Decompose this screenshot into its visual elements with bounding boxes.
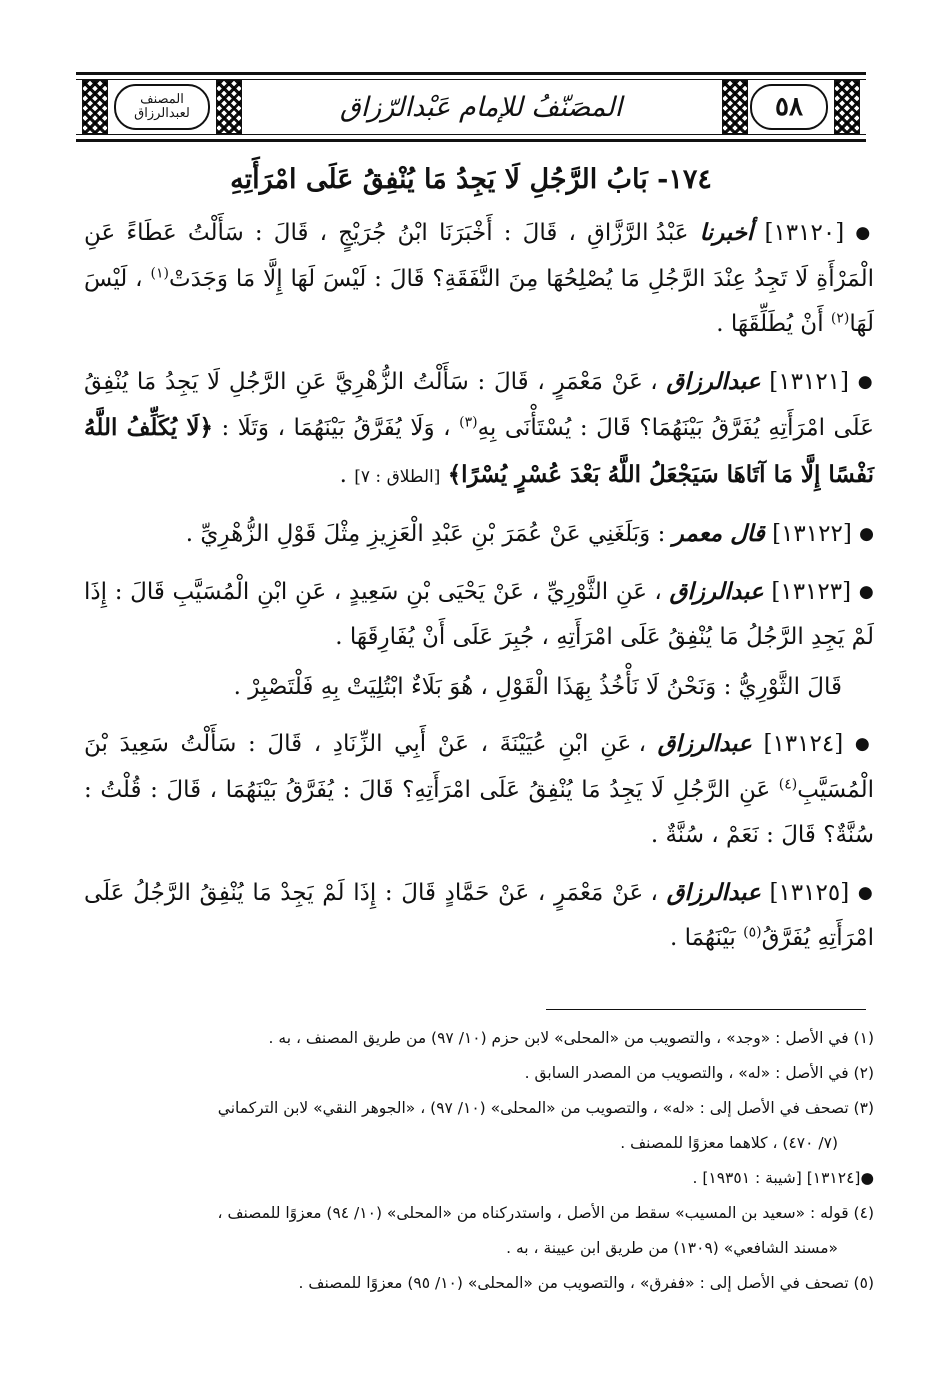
hadith-number: [١٣١٢٢] <box>772 521 852 547</box>
hadith-text: ، عَنِ الثَّوْرِيِّ ، عَنْ يَحْيَى بْنِ سَعِيدٍ ، عَنِ ابْنِ الْمُسَيَّبِ قَالَ : إِذَا لَمْ يَجِدِ الرَّجُلُ مَا يُنْفِقُ عَلَى امْرَأَتِهِ ، جُبِرَ عَلَى أَنْ يُفَارِقَهَا . <box>84 578 874 650</box>
footnote: (٢) في الأصل : «له» ، والتصويب من المصدر السابق . <box>524 1064 874 1082</box>
bullet-icon: ● <box>859 524 874 544</box>
narrator: عبدالرزاق <box>666 878 761 906</box>
bullet-icon: ● <box>855 223 875 243</box>
footnote-separator <box>546 1009 866 1010</box>
footnote-marker: (٢) <box>830 310 850 327</box>
footnote-continuation: (٧/ ٤٧٠) ، كلاهما معزوًا للمصنف . <box>620 1134 838 1152</box>
main-text <box>84 210 874 973</box>
bullet-icon: ● <box>857 882 875 903</box>
narrator: عبدالرزاق <box>669 577 764 605</box>
hadith-text: عَبْدُ الرَّزَّاقِ ، قَالَ : أَخْبَرَنَا ابْنُ جُرَيْجٍ ، قَالَ : سَأَلْتُ عَطَاءً عَنِ الْمَرْأَةِ لَا تَجِدُ عِنْدَ الرَّجُلِ مَا يُصْلِحُهَا مِنَ النَّفَقَةِ؟ قَالَ : لَيْسَ لَهَا إِلَّا مَا وَجَدَتْ <box>84 220 874 292</box>
hadith-paragraph <box>84 359 874 501</box>
footnote: (١) في الأصل : «وجد» ، والتصويب من «المحلى» لابن حزم (١٠/ ٩٧) من طريق المصنف ، به . <box>268 1029 874 1047</box>
ornament-icon <box>722 80 748 134</box>
book-logo-badge: المصنف لعبدالرزاق <box>114 84 210 130</box>
narrator: أخبرنا <box>699 219 754 246</box>
hadith-paragraph <box>84 870 874 962</box>
footnote-continuation: «مسند الشافعي» (١٣٠٩) من طريق ابن عيينة ، به . <box>506 1239 838 1257</box>
hadith-text: ، لَيْسَ لَهَا <box>84 265 874 337</box>
hadith-number: [١٣١٢٤] <box>763 731 844 757</box>
footnote-marker: (٥) <box>743 924 762 941</box>
hadith-text: ، عَنْ مَعْمَرٍ ، عَنْ حَمَّادٍ قَالَ : إِذَا لَمْ يَجِدْ مَا يُنْفِقُ الرَّجُلُ عَلَى امْرَأَتِهِ يُفَرَّقُ <box>84 879 874 951</box>
quran-verse: ﴿لَا يُكَلِّفُ اللَّهُ نَفْسًا إِلَّا مَا آتَاهَا سَيَجْعَلُ اللَّهُ بَعْدَ عُسْرٍ يُسْرًا﴾ <box>84 414 874 488</box>
hadith-number: [١٣١٢١] <box>769 368 850 395</box>
ornament-icon <box>82 80 108 134</box>
footnote-marker: (٣) <box>459 414 478 431</box>
footnote: (٣) تصحف في الأصل إلى : «له» ، والتصويب من «المحلى» (١٠/ ٩٧) ، «الجوهر النقي» لابن التركماني <box>217 1099 874 1117</box>
footnote: (٥) تصحف في الأصل إلى : «ففرق» ، والتصويب من «المحلى» (١٠/ ٩٥) معزوًا للمصنف . <box>298 1274 874 1292</box>
verse-reference: [الطلاق : ٧] <box>354 466 441 487</box>
hadith-text: ، وَلَا يُفَرَّقُ بَيْنَهُمَا ، وَتَلَا : <box>221 415 451 441</box>
hadith-text: . <box>339 461 347 488</box>
commentary-text: قَالَ الثَّوْرِيُّ : وَنَحْنُ لَا نَأْخُذُ بِهَذَا الْقَوْلِ ، هُوَ بَلَاءٌ ابْتُلِيَتْ بِهِ فَلْتَصْبِرْ . <box>233 673 842 700</box>
chapter-title: ١٧٤- بَابُ الرَّجُلِ لَا يَجِدُ مَا يُنْفِقُ عَلَى امْرَأَتِهِ <box>230 164 712 195</box>
narrator: عبدالرزاق <box>657 730 752 757</box>
hadith-number: [١٣١٢٣] <box>771 578 852 605</box>
ornament-icon <box>834 80 860 134</box>
footnote: ●[١٣١٢٤] [شيبة : ١٩٣٥١] . <box>692 1169 874 1187</box>
footnote-marker: (٤) <box>778 775 798 792</box>
bullet-icon: ● <box>854 734 874 754</box>
hadith-text: أَنْ يُطَلِّقَهَا . <box>716 311 824 337</box>
hadith-paragraph <box>84 210 874 348</box>
hadith-text: ، عَنْ مَعْمَرٍ ، قَالَ : سَأَلْتُ الزُّهْرِيَّ عَنِ الرَّجُلِ لَا يَجِدُ مَا يُنْفِقُ عَلَى امْرَأَتِهِ يُفَرَّقُ بَيْنَهُمَا؟ قَالَ : يُسْتَأْنَى بِهِ <box>84 368 875 441</box>
page-number: ٥٨ <box>750 84 828 130</box>
hadith-text: : وَبَلَغَنِي عَنْ عُمَرَ بْنِ عَبْدِ الْعَزِيزِ مِثْلَ قَوْلِ الزُّهْرِيِّ . <box>185 521 666 547</box>
commentary-paragraph <box>84 665 874 711</box>
hadith-text: بَيْنَهُمَا . <box>670 925 736 951</box>
hadith-number: [١٣١٢٠] <box>764 220 845 246</box>
narrator: عبدالرزاق <box>666 367 761 395</box>
hadith-number: [١٣١٢٥] <box>769 879 850 906</box>
footnote: (٤) قوله : «سعيد بن المسيب» سقط من الأصل ، واستدركناه من «المحلى» (١٠/ ٩٤) معزوًا للمصنف ، <box>217 1204 874 1222</box>
narrator: قال معمر <box>672 520 765 547</box>
hadith-text: ، عَنِ ابْنِ عُيَيْنَةَ ، عَنْ أَبِي الزِّنَادِ ، قَالَ : سَأَلْتُ سَعِيدَ بْنَ الْمُسَيَّبِ <box>84 731 875 803</box>
hadith-paragraph <box>84 721 874 859</box>
hadith-paragraph <box>84 569 874 661</box>
bullet-icon: ● <box>857 371 875 392</box>
bullet-icon: ● <box>858 581 875 602</box>
hadith-paragraph <box>84 511 874 558</box>
hadith-text: عَنِ الرَّجُلِ لَا يَجِدُ مَا يُنْفِقُ عَلَى امْرَأَتِهِ؟ قَالَ : يُفَرَّقُ بَيْنَهُمَا ، قَالَ : قُلْتُ : سُنَّةٌ؟ قَالَ : نَعَمْ ، سُنَّةٌ . <box>84 776 874 848</box>
running-header <box>76 72 866 142</box>
footnote-marker: (١) <box>150 264 169 281</box>
ornament-icon <box>216 80 242 134</box>
running-title: المصَنّفُ للإمام عَبْدالرّزاق <box>339 91 623 123</box>
footnotes <box>84 1022 874 1302</box>
